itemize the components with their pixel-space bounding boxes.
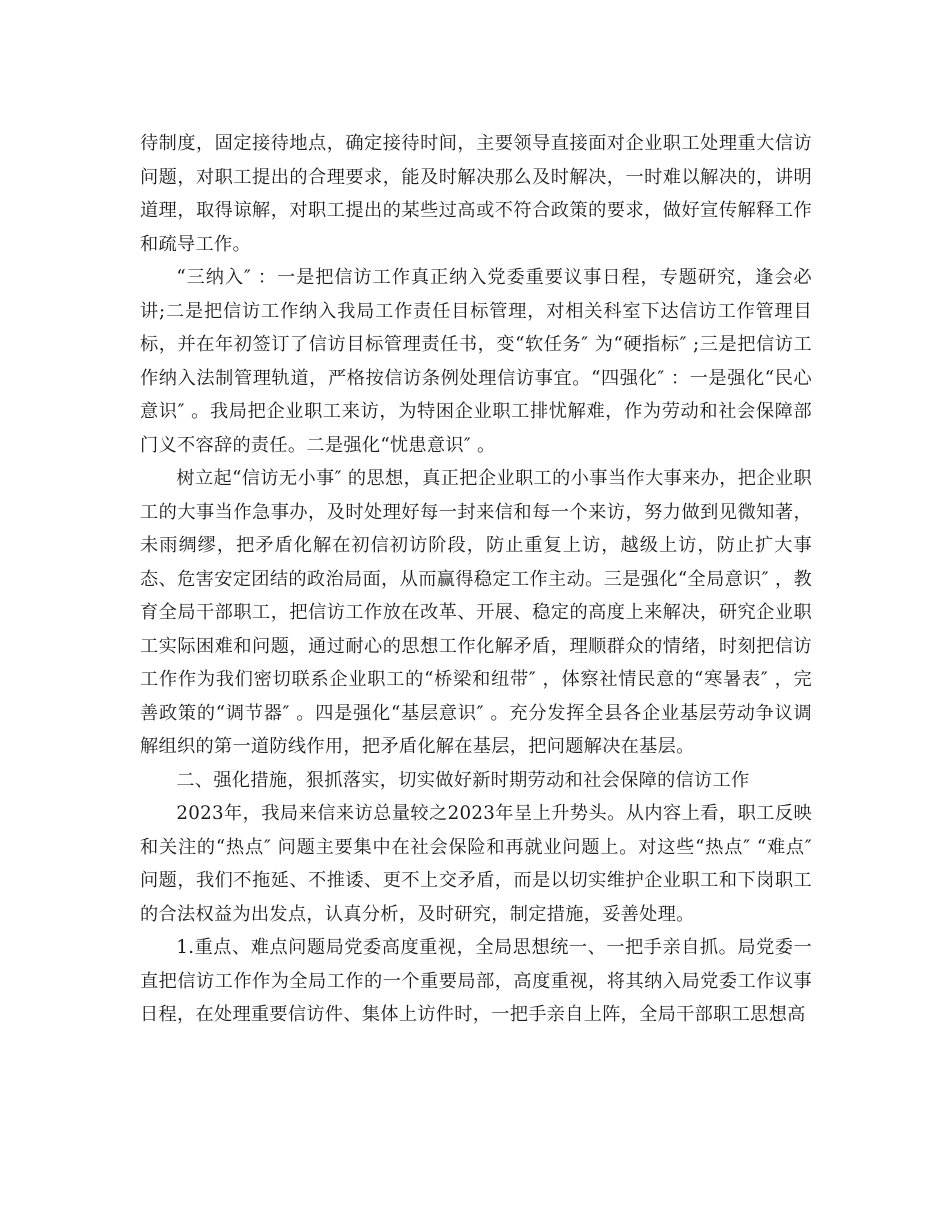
document-body	[140, 127, 812, 1032]
paragraph-2: “三纳入″ ：一是把信访工作真正纳入党委重要议事日程，专题研究，逢会必讲;二是把信访工作纳入我局工作责任目标管理，对相关科室下达信访工作管理目标，并在年初签订了信访目标管理责任书，变“软任务″ 为“硬指标″ ;三是把信访工作纳入法制管理轨道，严格按信访条例处理信访事宜。“四强化″ ：一是强化“民心意识″ 。我局把企业职工来访，为特困企业职工排忧解难，作为劳动和社会保障部门义不容辞的责任。二是强化“忧患意识″ 。	[140, 267, 812, 456]
paragraph-1: 待制度，固定接待地点，确定接待时间，主要领导直接面对企业职工处理重大信访问题，对职工提出的合理要求，能及时解决那么及时解决，一时难以解决的，讲明道理，取得谅解，对职工提出的某些过高或不符合政策的要求，做好宣传解释工作和疏导工作。	[140, 133, 812, 255]
paragraph-5: 1.重点、难点问题局党委高度重视，全局思想统一、一把手亲自抓。局党委一直把信访工作作为全局工作的一个重要局部，高度重视，将其纳入局党委工作议事日程，在处理重要信访件、集体上访件时，一把手亲自上阵，全局干部职工思想高	[140, 937, 812, 1025]
section-heading: 二、强化措施，狠抓落实，切实做好新时期劳动和社会保障的信访工作	[176, 769, 750, 791]
paragraph-4: 2023年，我局来信来访总量较之2023年呈上升势头。从内容上看，职工反映和关注的“热点″ 问题主要集中在社会保险和再就业问题上。对这些“热点″ “难点″ 问题，我们不拖延、不推诿、更不上交矛盾，而是以切实维护企业职工和下岗职工的合法权益为出发点，认真分析，及时研究，制定措施，妥善处理。	[140, 803, 812, 925]
paragraph-3: 树立起“信访无小事″ 的思想，真正把企业职工的小事当作大事来办，把企业职工的大事当作急事办，及时处理好每一封来信和每一个来访，努力做到见微知著，未雨绸缪，把矛盾化解在初信初访阶段，防止重复上访，越级上访，防止扩大事态、危害安定团结的政治局面，从而赢得稳定工作主动。三是强化“全局意识″ ，教育全局干部职工，把信访工作放在改革、开展、稳定的高度上来解决，研究企业职工实际困难和问题，通过耐心的思想工作化解矛盾，理顺群众的情绪，时刻把信访工作作为我们密切联系企业职工的“桥梁和纽带″ ，体察社情民意的“寒暑表″ ，完善政策的“调节器″ 。四是强化“基层意识″ 。充分发挥全县各企业基层劳动争议调解组织的第一道防线作用，把矛盾化解在基层，把问题解决在基层。	[140, 468, 812, 757]
